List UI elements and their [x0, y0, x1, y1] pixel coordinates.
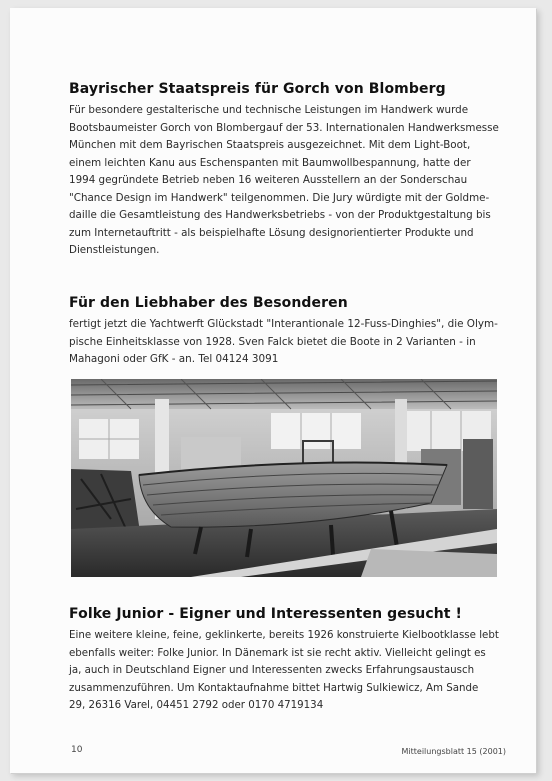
text-line: Eine weitere kleine, feine, geklinkerte, bereits 1926 konstruierte Kielbootklasse lebt	[69, 629, 499, 641]
text-line: 1994 gegründete Betrieb neben 16 weiteren Ausstellern an der Sonderschau	[69, 174, 468, 186]
boat-workshop-photo	[71, 379, 497, 577]
text-line: daille die Gesamtleistung des Handwerksbetriebs - von der Produktgestaltung bis	[69, 209, 491, 221]
publication-footer: Mitteilungsblatt 15 (2001)	[401, 747, 506, 756]
article-body-staatspreis	[69, 102, 502, 260]
article-title-folke-junior: Folke Junior - Eigner und Interessenten gesucht !	[69, 606, 463, 622]
text-line: ja, auch in Deutschland Eigner und Interessenten zwecks Erfahrungsaustausch	[69, 664, 475, 676]
boat-workshop-illustration	[71, 379, 497, 577]
article-title-liebhaber: Für den Liebhaber des Besonderen	[69, 295, 348, 311]
document-page	[10, 8, 536, 773]
text-line: Mahagoni oder GfK - an. Tel 04124 3091	[69, 353, 279, 365]
text-line: Dienstleistungen.	[69, 244, 160, 256]
text-line: 29, 26316 Varel, 04451 2792 oder 0170 4719134	[69, 699, 324, 711]
text-line: "Chance Design im Handwerk" teilgenommen. Die Jury würdigte mit der Goldme-	[69, 191, 490, 204]
text-line: zum Internetauftritt - als beispielhafte Lösung designorientierter Produkte und	[69, 226, 474, 239]
text-line: fertigt jetzt die Yachtwerft Glückstadt "Interantionale 12-Fuss-Dinghies", die Olym-	[69, 318, 498, 330]
text-line: einem leichten Kanu aus Eschenspanten mit Baumwollbespannung, hatte der	[69, 156, 471, 169]
text-line: pische Einheitsklasse von 1928. Sven Falck bietet die Boote in 2 Varianten - in	[69, 335, 476, 348]
text-line: zusammenzuführen. Um Kontaktaufnahme bittet Hartwig Sulkiewicz, Am Sande	[69, 681, 479, 694]
article-body-liebhaber	[69, 316, 498, 369]
text-line: München mit dem Bayrischen Staatspreis ausgezeichnet. Mit dem Light-Boot,	[69, 139, 471, 151]
page-number: 10	[71, 745, 83, 755]
article-body-folke-junior	[69, 627, 505, 715]
text-line: Bootsbaumeister Gorch von Blombergauf der 53. Internationalen Handwerksmesse	[69, 121, 499, 134]
text-line: Für besondere gestalterische und technische Leistungen im Handwerk wurde	[69, 104, 469, 116]
text-line: ebenfalls weiter: Folke Junior. In Dänemark ist sie recht aktiv. Vielleicht gelingt es	[69, 646, 486, 659]
article-title-staatspreis: Bayrischer Staatspreis für Gorch von Blomberg	[69, 81, 446, 97]
